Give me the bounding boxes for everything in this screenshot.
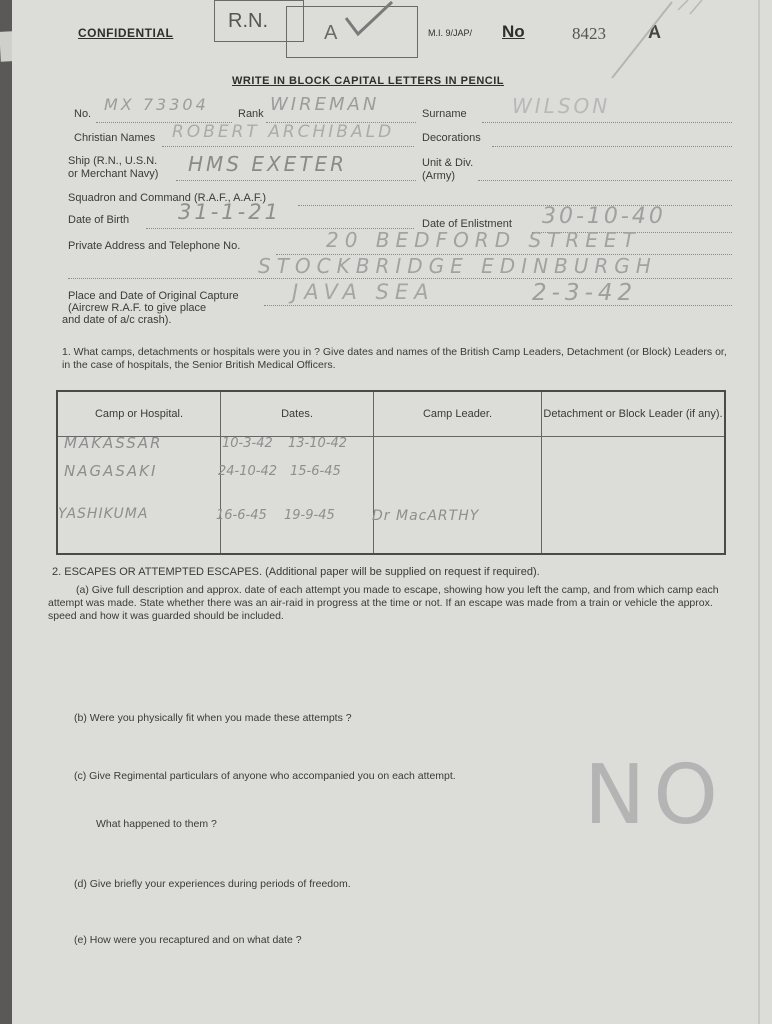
number-label: No bbox=[502, 22, 525, 41]
table-body bbox=[57, 437, 725, 555]
capture-date: 2-3-42 bbox=[532, 280, 638, 306]
pencil-instruction: WRITE IN BLOCK CAPITAL LETTERS IN PENCIL bbox=[232, 75, 504, 87]
squadron-line bbox=[298, 205, 732, 206]
ship-label-2: or Merchant Navy) bbox=[68, 168, 159, 180]
question-2d: (d) Give briefly your experiences during periods of freedom. bbox=[74, 878, 351, 890]
unit-label-1: Unit & Div. bbox=[422, 157, 474, 169]
squadron-label: Squadron and Command (R.A.F., A.A.F.) bbox=[68, 192, 267, 204]
address-line-1: 20 BEDFORD STREET bbox=[326, 228, 641, 252]
dob-value: 31-1-21 bbox=[178, 200, 281, 224]
question-2b: (b) Were you physically fit when you made these attempts ? bbox=[74, 712, 352, 724]
ship-value: HMS EXETER bbox=[188, 152, 348, 176]
surname-value: WILSON bbox=[512, 94, 611, 118]
camp-leader-header: Camp Leader. bbox=[374, 391, 542, 437]
row-1-camp: MAKASSAR bbox=[64, 434, 163, 452]
rank-value: WIREMAN bbox=[270, 94, 380, 115]
row-2-from: 24-10-42 bbox=[218, 464, 278, 479]
capture-label-1: Place and Date of Original Capture bbox=[68, 290, 239, 302]
row-3-camp: YASHIKUMA bbox=[58, 506, 149, 522]
form-page bbox=[12, 0, 772, 1024]
handwritten-answer-no: NO bbox=[584, 748, 726, 843]
christian-names-line bbox=[162, 146, 414, 147]
address-line-2: STOCKBRIDGE EDINBURGH bbox=[258, 254, 657, 278]
form-reference: M.I. 9/JAP/ bbox=[428, 28, 473, 38]
no-value: MX 73304 bbox=[104, 95, 209, 114]
dob-label: Date of Birth bbox=[68, 214, 130, 226]
surname-label: Surname bbox=[422, 108, 467, 120]
address-label: Private Address and Telephone No. bbox=[68, 240, 241, 252]
ship-label-1: Ship (R.N., U.S.N. bbox=[68, 155, 158, 167]
no-label: No. bbox=[74, 108, 92, 120]
rn-stamp: R.N. bbox=[228, 10, 268, 32]
question-2-title: 2. ESCAPES OR ATTEMPTED ESCAPES. (Additional paper will be supplied on request if required). bbox=[52, 566, 540, 578]
a-stamp: A bbox=[324, 22, 338, 44]
capture-line bbox=[264, 305, 732, 306]
unit-line bbox=[478, 180, 732, 181]
question-2e: (e) How were you recaptured and on what date ? bbox=[74, 934, 302, 946]
row-3-leader: Dr MacARTHY bbox=[372, 508, 480, 524]
capture-place: JAVA SEA bbox=[292, 280, 435, 304]
row-2-to: 15-6-45 bbox=[290, 464, 341, 479]
enlistment-label: Date of Enlistment bbox=[422, 218, 512, 230]
question-2c: (c) Give Regimental particulars of anyone who accompanied you on each attempt. bbox=[74, 770, 456, 782]
check-mark-icon bbox=[342, 0, 402, 40]
detachment-leader-header: Detachment or Block Leader (if any). bbox=[542, 391, 726, 437]
question-2c-followup: What happened to them ? bbox=[96, 818, 217, 830]
christian-names-value: ROBERT ARCHIBALD bbox=[172, 122, 395, 142]
address-line-2-rule bbox=[68, 278, 732, 279]
decorations-label: Decorations bbox=[422, 132, 481, 144]
decorations-line bbox=[492, 146, 732, 147]
question-1: 1. What camps, detachments or hospitals were you in ? Give dates and names of the British Camp Leaders, Detachment (or Block) Leaders or, in the case of hospitals, the Senior British Medical Officers. bbox=[62, 346, 727, 371]
row-1-from: 10-3-42 bbox=[222, 436, 273, 451]
ship-line bbox=[176, 180, 416, 181]
serial-suffix: A bbox=[648, 22, 661, 42]
christian-names-label: Christian Names bbox=[74, 132, 156, 144]
question-2a: (a) Give full description and approx. date of each attempt you made to escape, showing how you left the camp, and from which camp each attempt was made. State whether there was an air-raid in progress at the time or not. If an escape was made from a train or vehicle the approx. speed and how it was guarded should be included. bbox=[48, 584, 719, 622]
confidential-label: CONFIDENTIAL bbox=[78, 26, 174, 40]
unit-label-2: (Army) bbox=[422, 170, 455, 182]
page-edge bbox=[758, 0, 760, 1024]
row-2-camp: NAGASAKI bbox=[64, 462, 158, 480]
capture-label-2: (Aircrew R.A.F. to give place bbox=[68, 302, 207, 314]
table-header-row bbox=[57, 391, 725, 437]
serial-number: 8423 bbox=[572, 24, 606, 43]
enlistment-value: 30-10-40 bbox=[542, 204, 666, 229]
surname-line bbox=[482, 122, 732, 123]
rank-label: Rank bbox=[238, 108, 264, 120]
camp-header: Camp or Hospital. bbox=[57, 391, 221, 437]
diagonal-pencil-mark bbox=[602, 0, 722, 80]
row-3-from: 16-6-45 bbox=[216, 508, 267, 523]
dates-header: Dates. bbox=[221, 391, 374, 437]
row-3-to: 19-9-45 bbox=[284, 508, 335, 523]
capture-label-3: and date of a/c crash). bbox=[62, 314, 172, 326]
row-1-to: 13-10-42 bbox=[288, 436, 348, 451]
